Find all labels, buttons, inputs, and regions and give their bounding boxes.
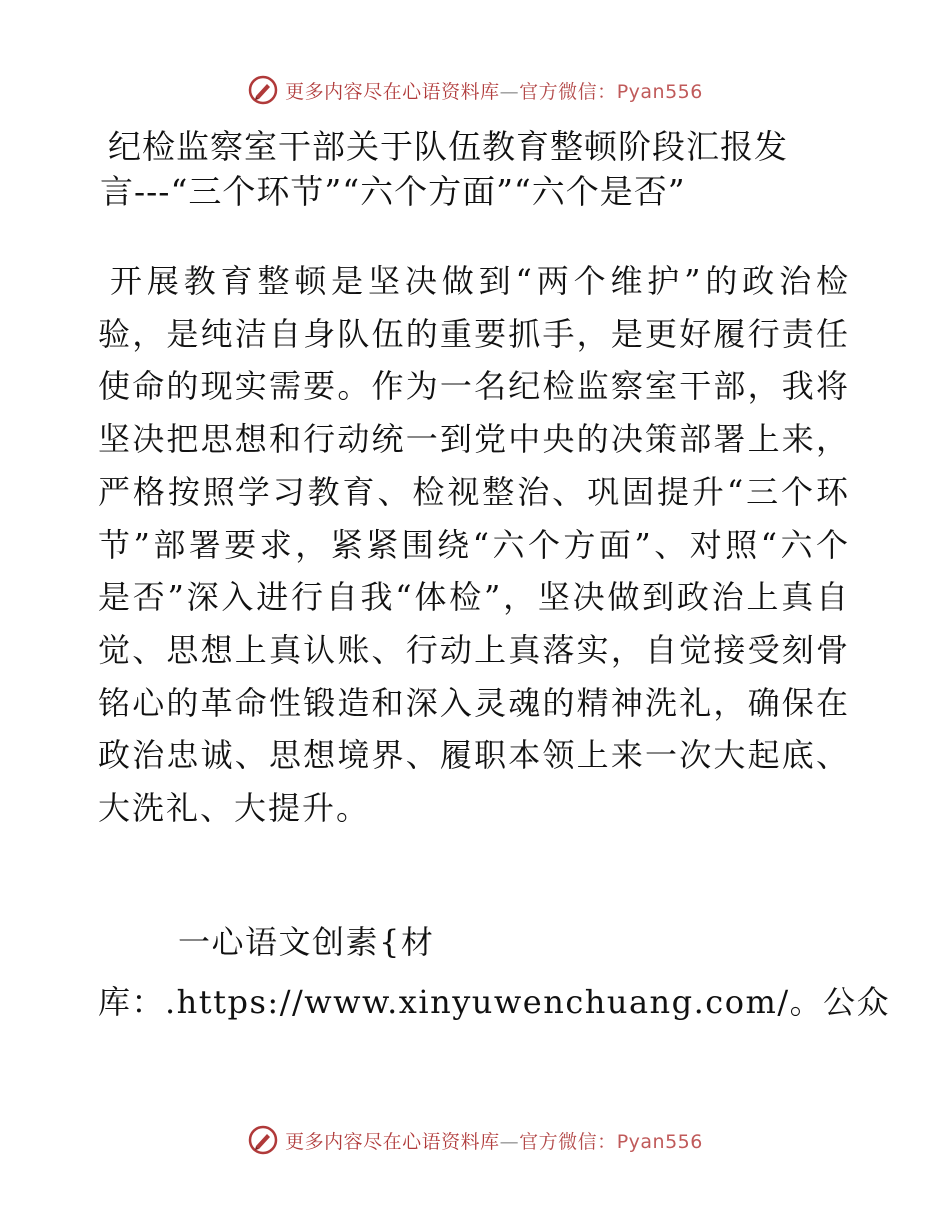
document-title [100, 124, 860, 214]
watermark-text: 更多内容尽在心语资料库—官方微信：Pyan556 [285, 80, 703, 103]
title-line-1: 纪检监察室干部关于队伍教育整顿阶段汇报发 [108, 127, 788, 166]
source-note [98, 912, 891, 1032]
footer-watermark [0, 1120, 950, 1160]
source-note-line-2: 库：.https://www.xinyuwenchuang.com/。公众 [98, 983, 891, 1021]
watermark-text: 更多内容尽在心语资料库—官方微信：Pyan556 [285, 1130, 703, 1153]
body-paragraph: 开展教育整顿是坚决做到“两个维护”的政治检验，是纯洁自身队伍的重要抓手，是更好履行责任使命的现实需要。作为一名纪检监察室干部，我将坚决把思想和行动统一到党中央的决策部署上来，严格按照学习教育、检视整治、巩固提升“三个环节”部署要求，紧紧围绕“六个方面”、对照“六个是否”深入进行自我“体检”，坚决做到政治上真自觉、思想上真认账、行动上真落实，自觉接受刻骨铭心的革命性锻造和深入灵魂的精神洗礼，确保在政治忠诚、思想境界、履职本领上来一次大起底、大洗礼、大提升。 [98, 262, 850, 828]
pen-logo-icon [247, 74, 279, 106]
pen-logo-icon [247, 1124, 279, 1156]
header-watermark [0, 70, 950, 110]
title-line-2: 言---“三个环节”“六个方面”“六个是否” [100, 172, 686, 211]
source-note-line-1: 一心语文创素{材 [178, 923, 435, 961]
